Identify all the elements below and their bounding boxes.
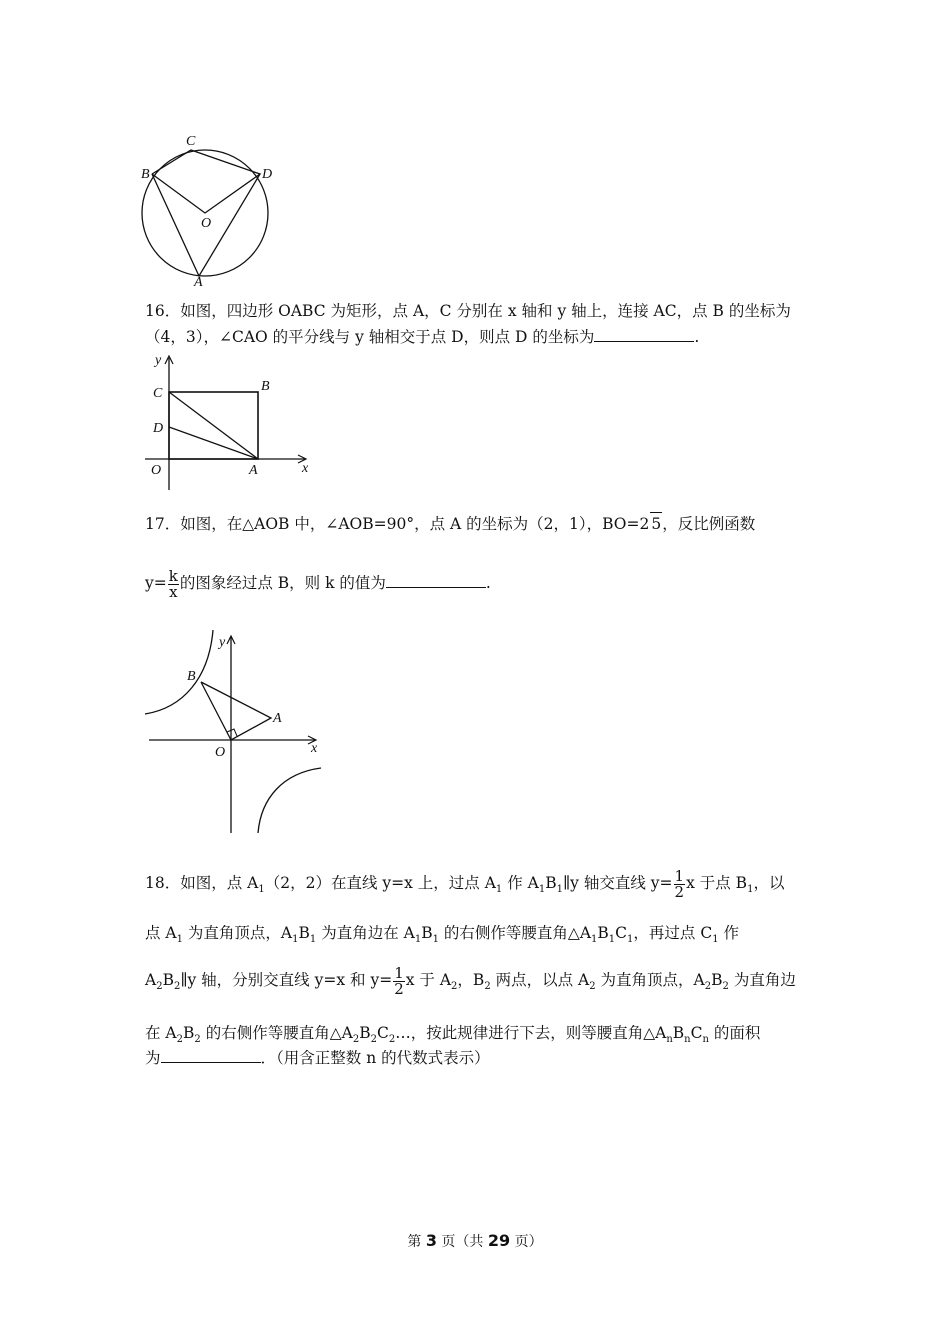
label-b: B <box>261 379 270 394</box>
q17-line1-post: ，反比例函数 <box>662 515 756 533</box>
label-b: B <box>187 669 196 684</box>
text: 在 A <box>145 1024 177 1042</box>
text: 的右侧作等腰直角△A <box>200 1024 353 1042</box>
footer-text: 页（共 <box>436 1234 488 1250</box>
text: ．（用含正整数 n 的代数式表示） <box>260 1049 490 1067</box>
label-y: y <box>219 635 226 650</box>
text: x 于点 B <box>686 874 748 892</box>
text: ，再过点 C <box>633 924 713 942</box>
q18-line2 <box>145 922 739 951</box>
answer-blank <box>594 327 694 342</box>
q16-line2-pre: （4，3），∠CAO 的平分线与 y 轴相交于点 D，则点 D 的坐标为 <box>145 328 595 346</box>
q18-line1 <box>145 866 784 907</box>
text: B <box>359 1024 371 1042</box>
frac-numerator: k <box>168 566 178 585</box>
frac-denominator: 2 <box>674 882 685 901</box>
rectangle-figure <box>145 350 315 495</box>
subscript: 2 <box>388 1034 396 1046</box>
fraction-one-half <box>674 866 686 901</box>
text: ，B <box>457 971 485 989</box>
text: B <box>298 924 310 942</box>
text: B <box>162 971 174 989</box>
text: ∥y 轴交直线 y= <box>563 874 673 892</box>
subscript: 1 <box>556 884 563 896</box>
label-o: O <box>201 216 212 231</box>
text: 两点，以点 A <box>490 971 590 989</box>
subscript: 2 <box>194 1034 201 1046</box>
text: x 于 A <box>405 971 452 989</box>
text: C <box>690 1024 703 1042</box>
subscript: 2 <box>451 981 458 993</box>
page-total: 29 <box>487 1231 511 1250</box>
sqrt-five: 5 <box>650 512 662 535</box>
label-o: O <box>215 745 226 760</box>
hyperbola-branch-upper-left <box>145 630 213 714</box>
label-y: y <box>155 353 162 368</box>
hyperbola-branch-lower-right <box>258 768 321 833</box>
label-c: C <box>186 134 196 149</box>
frac-denominator: 2 <box>394 979 404 998</box>
subscript: 1 <box>258 884 265 896</box>
text: 为直角顶点，A <box>183 924 293 942</box>
subscript: n <box>666 1034 673 1046</box>
label-c: C <box>153 386 163 401</box>
text: A <box>145 971 157 989</box>
subscript: 1 <box>309 934 317 946</box>
subscript: 2 <box>484 981 491 993</box>
text: 作 <box>718 924 740 942</box>
text: C <box>376 1024 389 1042</box>
q18-line3 <box>145 963 796 1004</box>
text: B <box>183 1024 195 1042</box>
label-b: B <box>141 167 150 182</box>
page-number: 3 <box>425 1231 437 1250</box>
q17-line1-pre: 17．如图，在△AOB 中，∠AOB=90°，点 A 的坐标为（2，1），BO=2 <box>145 515 650 533</box>
text: 为直角边 <box>728 971 796 989</box>
text: 18．如图，点 A <box>145 874 259 892</box>
label-x: x <box>311 741 318 756</box>
text: …，按此规律进行下去，则等腰直角△A <box>395 1024 667 1042</box>
text: 为 <box>145 1049 161 1067</box>
text: B <box>711 971 723 989</box>
subscript: n <box>702 1034 709 1046</box>
text: 的右侧作等腰直角△A <box>438 924 592 942</box>
subscript: 2 <box>704 981 712 993</box>
label-d: D <box>262 167 273 182</box>
text: B <box>597 924 609 942</box>
page-footer <box>0 1231 950 1251</box>
q17-line2-pre: y= <box>145 574 167 592</box>
subscript: 1 <box>747 884 754 896</box>
subscript: 2 <box>173 981 181 993</box>
subscript: 1 <box>292 934 299 946</box>
text: C <box>615 924 628 942</box>
footer-text: 第 <box>407 1234 426 1250</box>
label-d: D <box>153 421 164 436</box>
text: B <box>421 924 433 942</box>
label-a: A <box>194 275 203 290</box>
q17-line2-end: . <box>485 574 491 592</box>
text: 为直角边在 A <box>316 924 415 942</box>
q18-line5 <box>145 1047 490 1069</box>
subscript: 2 <box>352 1034 360 1046</box>
text: ，以 <box>753 874 785 892</box>
subscript: 1 <box>627 934 634 946</box>
label-x: x <box>302 461 309 476</box>
text: B <box>672 1024 685 1042</box>
subscript: 1 <box>712 934 719 946</box>
frac-denominator: x <box>169 582 178 601</box>
text: 点 A <box>145 924 177 942</box>
text: ∥y 轴，分别交直线 y=x 和 y= <box>180 971 393 989</box>
triangle-aob <box>201 682 271 740</box>
answer-blank <box>161 1048 261 1063</box>
q16-line2-post: . <box>694 328 700 346</box>
subscript: 1 <box>176 934 183 946</box>
q16-line2 <box>145 326 699 348</box>
subscript: 1 <box>495 884 503 896</box>
q17-line2 <box>145 568 491 600</box>
hyperbola-figure <box>143 628 323 838</box>
frac-numerator: 1 <box>394 963 404 982</box>
fraction-one-half <box>393 963 405 998</box>
subscript: 2 <box>722 981 729 993</box>
label-a: A <box>249 463 258 478</box>
q17-line1 <box>145 512 755 535</box>
text: 的面积 <box>708 1024 761 1042</box>
bisector-ad <box>169 427 258 459</box>
quadrilateral <box>152 150 260 213</box>
circle-figure <box>138 130 288 290</box>
subscript: 1 <box>608 934 616 946</box>
label-a: A <box>273 711 282 726</box>
text: 为直角顶点，A <box>595 971 705 989</box>
subscript: 2 <box>156 981 163 993</box>
subscript: 2 <box>370 1034 377 1046</box>
footer-text: 页） <box>510 1234 543 1250</box>
subscript: 1 <box>414 934 422 946</box>
subscript: 1 <box>432 934 439 946</box>
fraction-k-over-x <box>168 566 179 601</box>
text: 作 A <box>502 874 539 892</box>
frac-numerator: 1 <box>674 866 685 885</box>
q17-line2-post: 的图象经过点 B，则 k 的值为 <box>179 574 386 592</box>
text: B <box>545 874 557 892</box>
answer-blank <box>386 573 486 588</box>
label-o: O <box>151 463 162 478</box>
q16-line1: 16．如图，四边形 OABC 为矩形，点 A，C 分别在 x 轴和 y 轴上，连接 AC，点 B 的坐标为 <box>145 302 791 320</box>
diagonal-ac <box>169 392 258 459</box>
subscript: 1 <box>591 934 598 946</box>
subscript: 2 <box>176 1034 183 1046</box>
subscript: n <box>684 1034 691 1046</box>
text: （2，2）在直线 y=x 上，过点 A <box>264 874 496 892</box>
subscript: 2 <box>589 981 596 993</box>
subscript: 1 <box>538 884 546 896</box>
